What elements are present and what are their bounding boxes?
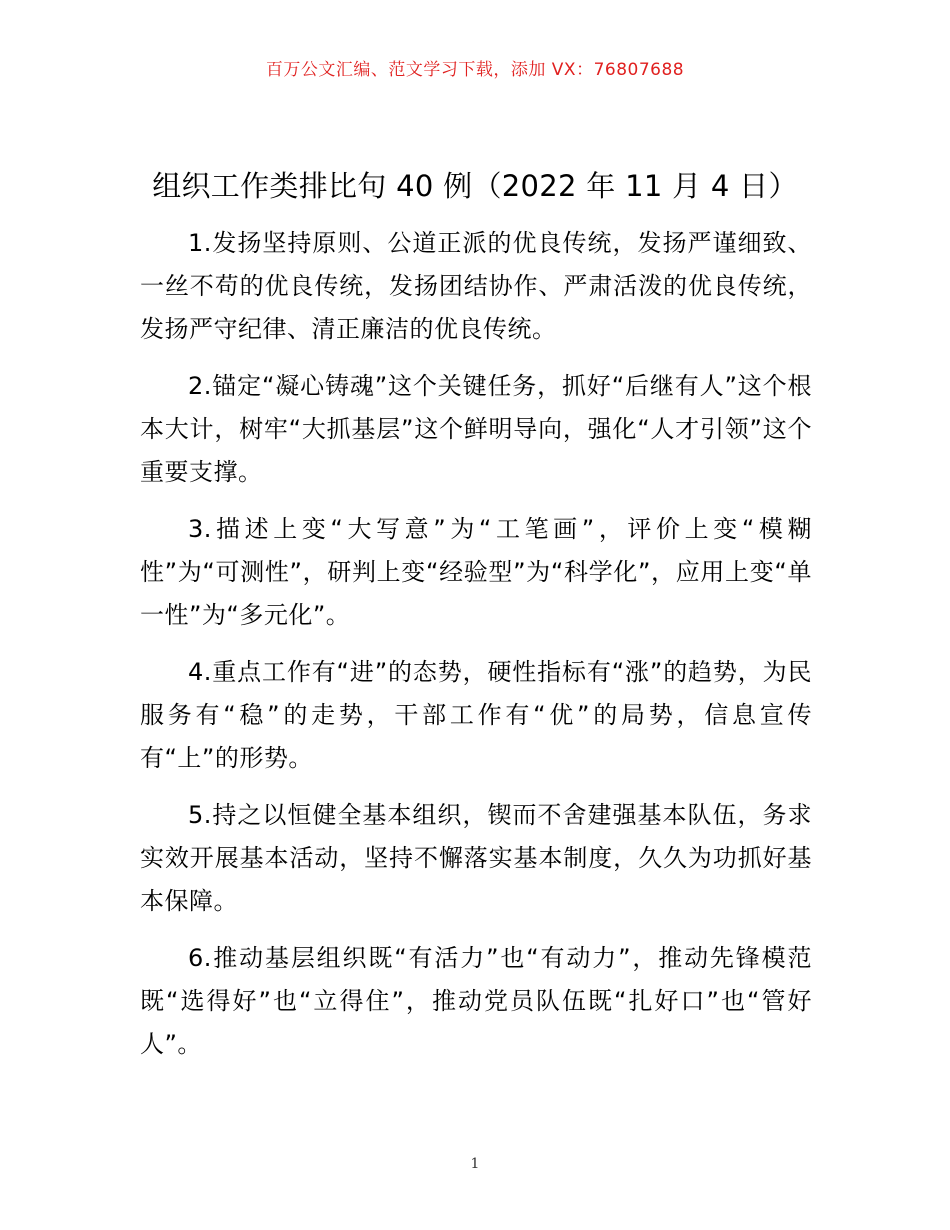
- paragraph-2: 2.锚定“凝心铸魂”这个关键任务，抓好“后继有人”这个根本大计，树牢“大抓基层”这个鲜明导向，强化“人才引领”这个重要支撑。: [140, 372, 812, 486]
- document-title: 组织工作类排比句 40 例（2022 年 11 月 4 日）: [152, 169, 798, 203]
- paragraph-3: 3.描述上变“大写意”为“工笔画”，评价上变“模糊性”为“可测性”，研判上变“经验型”为“科学化”，应用上变“单一性”为“多元化”。: [140, 515, 812, 629]
- paragraph-1: 1.发扬坚持原则、公道正派的优良传统，发扬严谨细致、一丝不苟的优良传统，发扬团结协作、严肃活泼的优良传统，发扬严守纪律、清正廉洁的优良传统。: [140, 229, 812, 343]
- page-number: 1: [470, 1156, 480, 1172]
- paragraph-6: 6.推动基层组织既“有活力”也“有动力”，推动先锋模范既“选得好”也“立得住”，推动党员队伍既“扎好口”也“管好人”。: [140, 944, 812, 1058]
- header-banner: 百万公文汇编、范文学习下载，添加 VX：76807688: [265, 60, 685, 80]
- document-body: [140, 222, 812, 1080]
- paragraph-4: 4.重点工作有“进”的态势，硬性指标有“涨”的趋势，为民服务有“稳”的走势，干部工作有“优”的局势，信息宣传有“上”的形势。: [140, 658, 812, 772]
- paragraph-5: 5.持之以恒健全基本组织，锲而不舍建强基本队伍，务求实效开展基本活动，坚持不懈落实基本制度，久久为功抓好基本保障。: [140, 801, 812, 915]
